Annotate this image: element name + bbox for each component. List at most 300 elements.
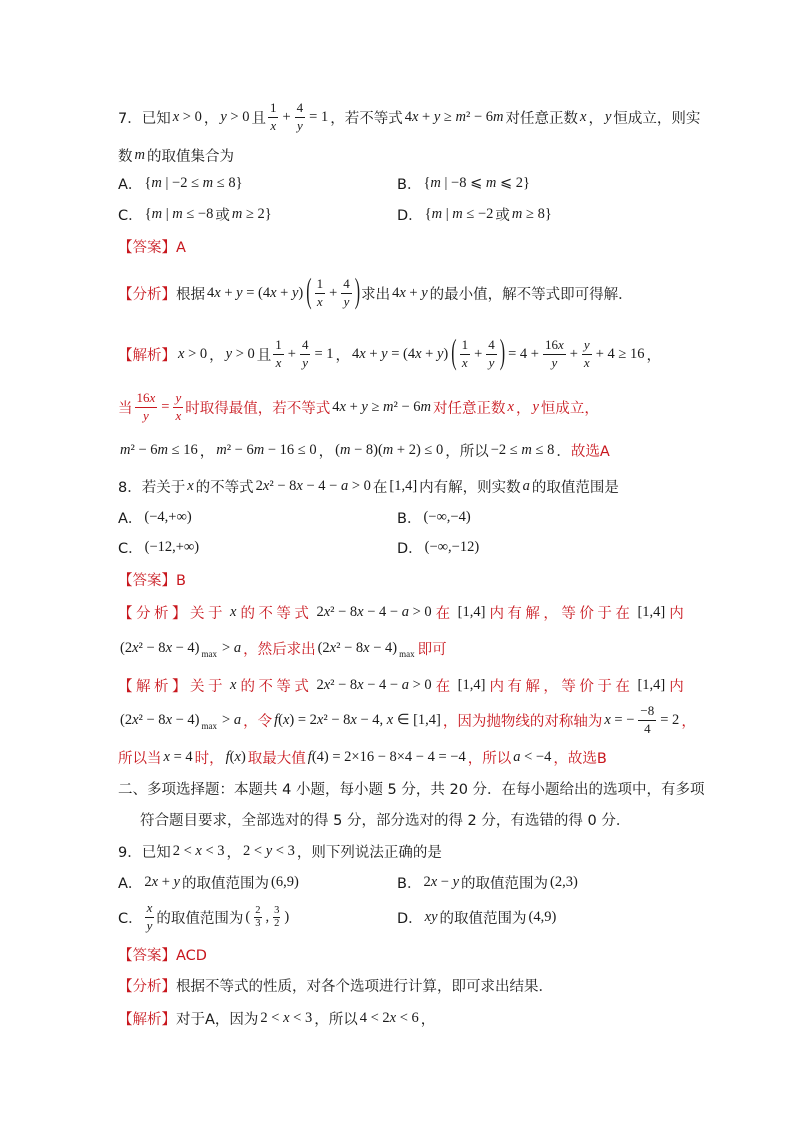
math-variable: m xyxy=(339,441,351,458)
math-expression: (2x² − 8x − 4) xyxy=(120,711,200,728)
math-variable: x xyxy=(557,337,564,353)
math-expression: 2x² − 8x − 4 − a > 0 xyxy=(316,603,432,620)
math-variable: a xyxy=(513,748,521,765)
large-parenthesis: ( xyxy=(451,334,457,372)
math-variable: y xyxy=(381,345,388,362)
math-expression: x > 0 xyxy=(172,108,202,125)
fraction-denominator: 2 xyxy=(274,917,280,929)
highlighted-text-run: 内有解，等价于在 xyxy=(489,678,634,695)
text-run: A． xyxy=(118,875,143,892)
text-run: 且 xyxy=(256,347,272,364)
highlighted-text-run: 内 xyxy=(669,678,688,695)
fraction-numerator: 3 xyxy=(274,904,280,916)
math-variable: x xyxy=(146,900,153,916)
fraction-denominator: 3 xyxy=(255,917,261,929)
text-run: ， xyxy=(588,110,603,127)
fraction-denominator: 4 xyxy=(644,720,651,736)
text-run: ，所以 xyxy=(445,443,489,460)
math-variable: x xyxy=(214,284,221,301)
math-variable: m xyxy=(430,174,441,191)
math-expression: 4 < 2x < 6 xyxy=(359,1009,419,1026)
math-expression xyxy=(523,478,530,495)
fraction-numerator: −8 xyxy=(638,704,656,720)
highlighted-text-run: 即可 xyxy=(417,641,447,658)
text-run: 的取值范围是 xyxy=(531,479,619,496)
math-variable: m xyxy=(151,205,163,222)
math-expression: (−∞,−4) xyxy=(423,508,471,525)
math-variable: x xyxy=(132,639,139,656)
text-run: 恒成立，则实 xyxy=(613,110,701,127)
math-variable: m xyxy=(151,174,162,191)
math-variable: m xyxy=(120,441,131,458)
math-variable: y xyxy=(436,345,444,362)
highlighted-text-run: 【答案】ACD xyxy=(118,947,207,964)
math-variable: m xyxy=(420,398,432,415)
math-variable: y xyxy=(361,398,368,415)
math-expression: 2 < y < 3 xyxy=(243,842,295,859)
fraction-numerator: 1 xyxy=(273,338,284,354)
highlighted-math-expression xyxy=(532,399,538,416)
math-variable: y xyxy=(225,345,233,362)
highlighted-text-run: 时取得最值，若不等式 xyxy=(185,400,331,417)
math-expression: [1,4] xyxy=(637,676,666,693)
text-run: A． xyxy=(118,510,143,527)
q7-analysis xyxy=(118,271,633,315)
text-run: ，则下列说法正确的是 xyxy=(296,844,442,861)
fraction xyxy=(582,338,592,370)
highlighted-text-run: 内有解，等价于在 xyxy=(489,605,634,622)
math-variable: x xyxy=(230,676,237,693)
math-variable: x xyxy=(507,398,514,415)
text-run: 内有解，则实数 xyxy=(419,479,521,496)
highlighted-text-run: 取最大值 xyxy=(247,750,306,767)
highlighted-text-run: ，然后求出 xyxy=(243,641,316,658)
math-variable: x xyxy=(461,354,468,370)
math-expression: [1,4] xyxy=(389,477,418,494)
math-variable: x xyxy=(172,108,180,125)
highlighted-text-run: 在 xyxy=(435,678,454,695)
fraction-denominator xyxy=(274,355,284,370)
math-expression: + xyxy=(287,345,296,362)
text-run: 且 xyxy=(251,110,266,127)
math-variable: x xyxy=(175,407,182,423)
math-variable: y xyxy=(452,873,460,890)
highlighted-text-run: 【解析】 xyxy=(118,1011,176,1028)
math-variable: x xyxy=(151,873,159,890)
text-run: 或 xyxy=(495,207,510,224)
fraction-numerator: 4 xyxy=(300,338,311,354)
math-variable: m xyxy=(134,146,145,163)
fraction xyxy=(300,338,311,370)
math-variable: x xyxy=(430,873,438,890)
fraction-numerator: 4 xyxy=(341,277,352,293)
text-run: ， xyxy=(318,443,334,460)
math-variable: m xyxy=(172,205,183,222)
math-expression: = 4 + xyxy=(508,345,539,362)
text-run: ， xyxy=(646,347,661,364)
fraction-numerator: 16x xyxy=(543,338,566,354)
math-variable: x xyxy=(195,842,202,859)
fraction-numerator xyxy=(145,901,155,917)
math-variable: x xyxy=(363,639,370,656)
math-expression: > a xyxy=(222,639,242,656)
fraction-denominator xyxy=(145,918,155,933)
math-expression: = 2 xyxy=(660,711,680,728)
math-expression: m² − 6m − 16 ≤ 0 xyxy=(216,441,317,458)
fraction xyxy=(543,338,566,370)
math-variable: m xyxy=(485,174,497,191)
q9-option-d xyxy=(397,895,558,939)
math-variable: x xyxy=(296,477,303,494)
q9-solution xyxy=(118,996,435,1040)
math-variable: y xyxy=(236,284,243,301)
highlighted-text-run: 【答案】B xyxy=(118,572,186,589)
math-expression: {m | m ≤ −2 xyxy=(424,205,494,222)
math-expression: (6,9) xyxy=(270,873,299,890)
math-expression: (−4,+∞) xyxy=(144,508,192,525)
text-run: B． xyxy=(397,510,422,527)
text-run: C． xyxy=(118,910,143,927)
highlighted-text-run: ，令 xyxy=(243,713,273,730)
highlighted-text-run: 当 xyxy=(118,400,133,417)
highlighted-text-run: 内 xyxy=(669,605,688,622)
math-variable: f xyxy=(307,748,312,765)
math-variable: x xyxy=(163,748,170,765)
math-expression: 2x² − 8x − 4 − a > 0 xyxy=(255,477,371,494)
fraction-denominator xyxy=(141,408,151,423)
highlighted-text-run: 故选A xyxy=(570,443,610,460)
fraction-numerator: 16x xyxy=(135,391,158,407)
math-expression: [1,4] xyxy=(457,603,486,620)
text-run: 求出 xyxy=(361,286,391,303)
fraction-numerator: 1 xyxy=(315,277,326,293)
text-run: 在 xyxy=(372,479,388,496)
math-variable: y xyxy=(146,917,153,933)
math-variable: x xyxy=(132,711,139,728)
math-expression: + 4 ≥ 16 xyxy=(595,345,645,362)
math-variable: x xyxy=(583,354,590,370)
math-variable: a xyxy=(401,603,409,620)
text-run: ， xyxy=(420,1011,436,1028)
fraction-denominator xyxy=(295,118,305,133)
highlighted-text-run: 的不等式 xyxy=(240,678,313,695)
fraction xyxy=(341,277,352,309)
math-variable: a xyxy=(340,477,349,494)
math-expression: (4,9) xyxy=(528,908,557,925)
math-variable: y xyxy=(421,284,428,301)
fraction-numerator: 4 xyxy=(295,101,306,117)
fraction-numerator xyxy=(173,391,183,407)
fraction xyxy=(273,905,280,929)
math-variable: m xyxy=(431,205,443,222)
text-run: B． xyxy=(397,875,422,892)
large-parenthesis: ( xyxy=(306,273,312,311)
fraction-denominator xyxy=(315,294,325,309)
math-expression: , xyxy=(265,908,270,925)
math-expression: a < −4 xyxy=(513,748,552,765)
math-expression: x = − xyxy=(604,711,635,728)
math-variable: x xyxy=(230,603,237,620)
math-expression: = 1 xyxy=(309,108,329,125)
math-variable: y xyxy=(291,284,299,301)
highlighted-text-run: 【答案】A xyxy=(118,239,186,256)
math-expression: x > 0 xyxy=(178,345,208,362)
math-variable: x xyxy=(234,748,241,765)
math-variable: x xyxy=(357,603,364,620)
highlighted-text-run: 【分析】关于 xyxy=(118,605,226,622)
text-run: 数 xyxy=(118,148,133,165)
highlighted-text-run: 【分析】 xyxy=(118,286,176,303)
math-expression: 2x + y xyxy=(144,873,180,890)
math-variable: m xyxy=(216,441,227,458)
math-expression: (2x² − 8x − 4) xyxy=(120,639,200,656)
math-variable: y xyxy=(297,117,303,133)
text-run: 的不等式 xyxy=(195,479,254,496)
math-variable: m xyxy=(493,108,504,125)
math-expression: + xyxy=(569,345,578,362)
fraction xyxy=(460,338,471,370)
text-run: ， xyxy=(199,443,215,460)
text-run: 9．已知 xyxy=(118,844,171,861)
highlighted-text-run: 所以当 xyxy=(118,750,162,767)
math-variable: a xyxy=(401,676,409,693)
math-expression xyxy=(187,478,193,495)
text-run: 的取值范围为 xyxy=(439,910,527,927)
text-run: ． xyxy=(556,443,571,460)
math-variable: x xyxy=(323,676,331,693)
math-expression: [1,4] xyxy=(637,603,666,620)
fraction-denominator xyxy=(460,355,470,370)
fraction-numerator: 4 xyxy=(486,338,497,354)
math-expression: ( xyxy=(245,908,251,925)
fraction-denominator xyxy=(173,408,183,423)
math-variable: x xyxy=(316,293,323,309)
math-variable: x xyxy=(282,711,290,728)
math-expression: f(x) = 2x² − 8x − 4, x ∈ [1,4] xyxy=(274,711,441,728)
fraction-denominator xyxy=(342,294,352,309)
text-run: ， xyxy=(226,844,242,861)
text-run: ，若不等式 xyxy=(330,110,403,127)
math-variable: x xyxy=(415,345,422,362)
math-variable: m xyxy=(202,174,214,191)
math-expression xyxy=(580,109,586,126)
math-variable: y xyxy=(551,354,558,370)
highlighted-text-run: 在 xyxy=(435,605,454,622)
math-expression: m² − 6m ≤ 16 xyxy=(120,441,198,458)
math-variable: xy xyxy=(424,908,438,925)
math-expression: y > 0 xyxy=(220,108,250,125)
math-expression: 2x − y xyxy=(423,873,460,890)
highlighted-text-run: ，因为抛物线的对称轴为 xyxy=(442,713,603,730)
q7-solution-line-2 xyxy=(118,385,599,429)
subscript-max: max xyxy=(201,721,218,731)
text-run: ， xyxy=(203,110,219,127)
fraction-denominator xyxy=(268,118,278,133)
highlighted-math-expression: = xyxy=(161,398,170,415)
math-expression: ) xyxy=(284,908,290,925)
math-expression: y > 0 xyxy=(225,345,255,362)
math-variable: m xyxy=(253,441,265,458)
math-expression: (2x² − 8x − 4) xyxy=(317,639,398,656)
math-variable: m xyxy=(452,205,463,222)
fraction xyxy=(268,101,279,133)
highlighted-text-run: 恒成立， xyxy=(540,400,599,417)
math-variable: x xyxy=(149,390,156,406)
math-variable: x xyxy=(389,1009,397,1026)
highlighted-text-run: ， xyxy=(681,713,696,730)
text-run: A． xyxy=(118,176,143,193)
subscript-max: max xyxy=(399,649,415,659)
math-expression: x = 4 xyxy=(163,748,193,765)
math-expression: m ≥ 2} xyxy=(231,205,272,222)
math-variable: m xyxy=(511,205,523,222)
math-expression: (m − 8)(m + 2) ≤ 0 xyxy=(335,441,444,458)
math-variable: x xyxy=(350,711,357,728)
highlighted-text-run: 【分析】 xyxy=(118,978,176,995)
highlighted-text-run: 【解析】 xyxy=(118,347,176,364)
fraction-denominator xyxy=(487,355,497,370)
fraction xyxy=(486,338,497,370)
math-variable: x xyxy=(604,711,611,728)
math-variable: y xyxy=(220,108,227,125)
math-expression: > a xyxy=(222,711,242,728)
math-variable: y xyxy=(583,337,590,353)
math-variable: y xyxy=(532,398,539,415)
math-variable: x xyxy=(323,603,331,620)
math-variable: x xyxy=(165,711,172,728)
text-run: 对于A，因为 xyxy=(176,1011,259,1028)
math-variable: x xyxy=(270,117,277,133)
large-parenthesis: ) xyxy=(354,273,361,311)
math-variable: x xyxy=(411,108,419,125)
math-expression: −2 ≤ m ≤ 8 xyxy=(490,441,555,458)
math-expression: [1,4] xyxy=(457,676,486,693)
text-run: ，所以 xyxy=(314,1011,358,1028)
math-expression: (−∞,−12) xyxy=(424,538,480,555)
math-expression: f(4) = 2×16 − 8×4 − 4 = −4 xyxy=(307,748,466,765)
math-expression: (−12,+∞) xyxy=(144,538,200,555)
math-expression: 4x + y ≥ m² − 6m xyxy=(404,108,504,125)
math-variable: x xyxy=(275,354,282,370)
math-expression: {m | −8 ⩽ m ⩽ 2} xyxy=(423,174,530,191)
math-expression xyxy=(605,109,611,126)
text-run: C． xyxy=(118,540,143,557)
highlighted-text-run: 时， xyxy=(194,750,224,767)
fraction xyxy=(173,391,183,423)
math-variable: x xyxy=(399,284,406,301)
q8-option-d xyxy=(397,525,481,569)
math-variable: m xyxy=(231,205,243,222)
math-variable: m xyxy=(382,441,394,458)
math-variable: y xyxy=(143,407,149,423)
math-variable: y xyxy=(343,293,350,309)
math-expression: {m | m ≤ −8 xyxy=(144,205,214,222)
text-run: D． xyxy=(397,207,423,224)
fraction xyxy=(295,101,306,133)
math-expression: = 1 xyxy=(314,345,334,362)
text-run: D． xyxy=(397,540,423,557)
math-expression: + xyxy=(474,345,483,362)
math-expression: + xyxy=(282,108,291,125)
fraction-numerator: 1 xyxy=(268,101,279,117)
math-variable: x xyxy=(357,676,364,693)
text-run: B． xyxy=(397,176,422,193)
q7-option-d xyxy=(397,192,554,236)
math-expression: {m | −2 ≤ m ≤ 8} xyxy=(144,174,243,191)
math-expression: m ≥ 8} xyxy=(511,205,552,222)
math-variable: y xyxy=(433,108,441,125)
math-variable: a xyxy=(522,477,530,494)
math-expression xyxy=(230,604,236,621)
highlighted-text-run: ，所以 xyxy=(467,750,512,767)
highlighted-text-run: 对任意正数 xyxy=(433,400,506,417)
text-run: 的最小值，解不等式即可得解． xyxy=(429,286,633,303)
math-variable: m xyxy=(383,398,394,415)
text-run: 的取值范围为 xyxy=(156,910,244,927)
fraction xyxy=(315,277,326,309)
math-variable: x xyxy=(178,345,185,362)
math-variable: x xyxy=(187,477,194,494)
math-expression: 4x + y = (4x + y) xyxy=(207,284,304,301)
fraction-numerator xyxy=(582,338,592,354)
fraction-numerator: 2 xyxy=(255,904,261,916)
text-run: 的取值范围为 xyxy=(461,875,549,892)
fraction-numerator: 1 xyxy=(460,338,471,354)
text-run: C． xyxy=(118,207,143,224)
math-variable: x xyxy=(316,711,324,728)
math-expression: (2,3) xyxy=(550,873,578,890)
math-expression: + xyxy=(329,284,338,301)
math-expression xyxy=(230,677,236,694)
text-run: 8．若关于 xyxy=(118,479,186,496)
math-variable: x xyxy=(165,639,172,656)
text-run: 的取值范围为 xyxy=(181,875,269,892)
highlighted-text-run: 的不等式 xyxy=(240,605,313,622)
text-run: 根据 xyxy=(176,286,205,303)
math-variable: x xyxy=(580,108,587,125)
text-run: 对任意正数 xyxy=(505,110,579,127)
math-variable: y xyxy=(604,108,612,125)
math-variable: a xyxy=(233,639,242,656)
math-variable: x xyxy=(359,345,366,362)
fraction-denominator xyxy=(582,355,592,370)
large-parenthesis: ) xyxy=(499,334,506,372)
text-run: 7．已知 xyxy=(118,110,171,127)
fraction-denominator xyxy=(549,355,559,370)
text-run: 符合题目要求，全部选对的得 5 分，部分选对的得 2 分，有选错的得 0 分． xyxy=(140,812,631,829)
math-variable: x xyxy=(262,477,270,494)
math-expression: 4x + y xyxy=(392,284,428,301)
q7-solution-line-1 xyxy=(118,332,661,376)
math-variable: y xyxy=(265,842,273,859)
math-variable: y xyxy=(302,354,309,370)
math-variable: y xyxy=(173,873,180,890)
fraction xyxy=(273,338,284,370)
text-run: 或 xyxy=(215,207,230,224)
math-variable: f xyxy=(225,748,230,765)
math-variable: y xyxy=(488,354,495,370)
text-run: D． xyxy=(397,910,423,927)
text-run: 的取值集合为 xyxy=(146,148,234,165)
math-expression: 2x² − 8x − 4 − a > 0 xyxy=(316,676,432,693)
math-expression: 4x + y ≥ m² − 6m xyxy=(332,398,432,415)
math-variable: x xyxy=(339,398,346,415)
highlighted-text-run: 【解析】关于 xyxy=(118,678,226,695)
text-run: 二、多项选择题：本题共 4 小题，每小题 5 分，共 20 分．在每小题给出的选项中，有多项 xyxy=(118,781,705,798)
math-variable: m xyxy=(521,441,532,458)
math-expression xyxy=(425,909,438,926)
math-variable: m xyxy=(455,108,466,125)
